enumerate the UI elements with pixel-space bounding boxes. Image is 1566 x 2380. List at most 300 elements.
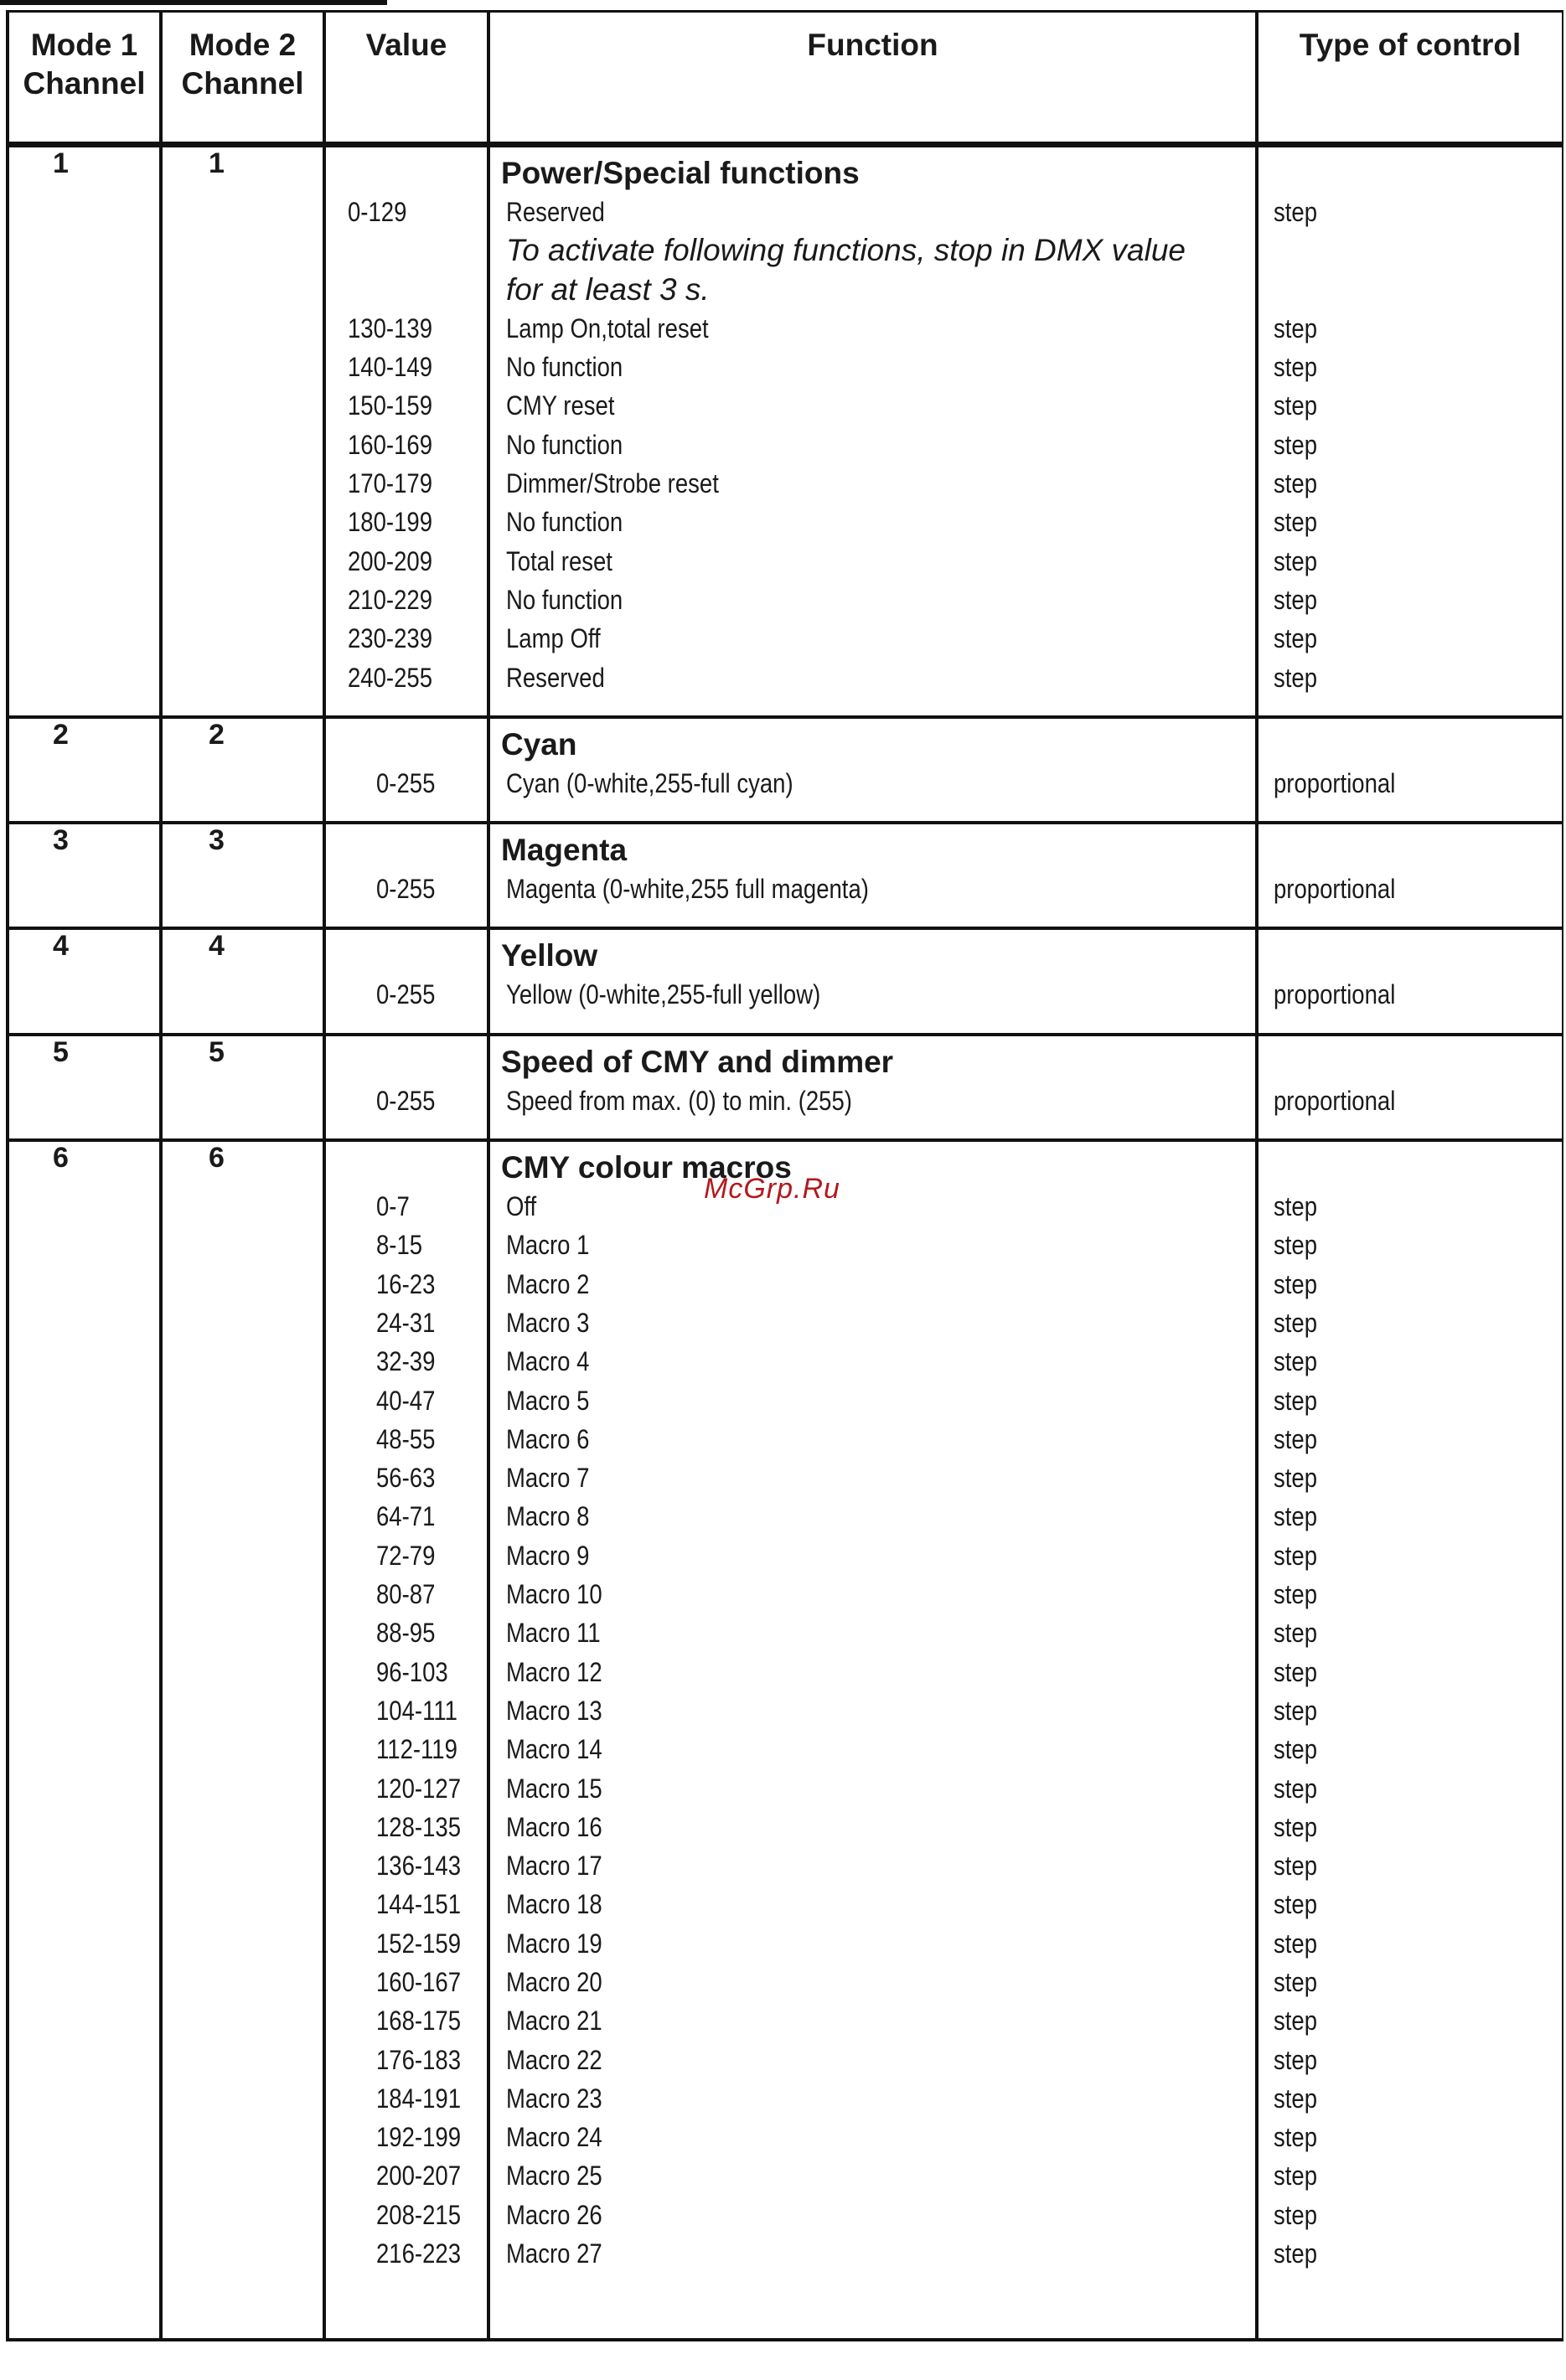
type-text: step: [1274, 1230, 1318, 1261]
type-text: step: [1274, 1346, 1318, 1377]
function-desc: [490, 1497, 1255, 1536]
value-text: 130-139: [348, 312, 432, 343]
value-text: 170-179: [348, 468, 432, 499]
type-text: step: [1274, 2006, 1318, 2037]
type-cell: [1257, 1140, 1563, 2340]
function-desc: [490, 1420, 1255, 1458]
function-text: Macro 12: [506, 1656, 602, 1687]
control-type: [1258, 1613, 1562, 1652]
channel-group: [8, 1140, 1563, 2340]
function-title: Yellow: [501, 938, 598, 973]
value-text: 160-169: [348, 429, 432, 460]
function-text: Total reset: [506, 545, 612, 576]
value-text: 80-87: [376, 1579, 436, 1610]
type-text: step: [1274, 468, 1318, 499]
header-mode2: Mode 2 Channel: [161, 12, 324, 145]
value-cell: [324, 1140, 488, 2340]
function-desc: [490, 1458, 1255, 1497]
control-type: [1258, 2001, 1562, 2040]
type-text: step: [1274, 1579, 1318, 1610]
mode2-channel: 6: [161, 1140, 324, 2340]
function-title: Speed of CMY and dimmer: [501, 1044, 894, 1079]
control-type: [1258, 1304, 1562, 1342]
type-text: step: [1274, 1695, 1318, 1726]
type-text: step: [1274, 1618, 1318, 1649]
channel-group: [8, 145, 1563, 717]
channel-group: [8, 717, 1563, 823]
channel-group: [8, 928, 1563, 1034]
type-text: step: [1274, 1773, 1318, 1804]
control-type: [1258, 1885, 1562, 1923]
mode2-channel: 1: [161, 145, 324, 717]
function-desc: [490, 2156, 1255, 2195]
value-cell: [324, 145, 488, 717]
function-title: Power/Special functions: [501, 156, 860, 190]
type-text: step: [1274, 1463, 1318, 1494]
type-text: proportional: [1274, 1085, 1396, 1116]
mode2-channel: 3: [161, 823, 324, 928]
type-text: step: [1274, 429, 1318, 460]
value-text: 0-255: [376, 767, 436, 798]
function-text: Macro 3: [506, 1307, 590, 1338]
control-type: [1258, 2118, 1562, 2156]
watermark: McGrp.Ru: [704, 1173, 840, 1205]
value-range: [326, 2118, 487, 2156]
function-text: Macro 18: [506, 1889, 602, 1920]
value-text: 128-135: [376, 1811, 461, 1842]
function-text: Yellow (0-white,255-full yellow): [506, 979, 821, 1010]
channel-group: [8, 823, 1563, 928]
value-text: 88-95: [376, 1618, 436, 1649]
type-text: step: [1274, 1928, 1318, 1959]
function-text: Reserved: [506, 197, 605, 227]
type-text: step: [1274, 545, 1318, 576]
value-text: 230-239: [348, 623, 432, 654]
value-range: [326, 1769, 487, 1808]
control-type: [1258, 870, 1562, 908]
function-text: Macro 25: [506, 2161, 602, 2192]
function-text: Macro 2: [506, 1268, 590, 1299]
function-desc: [490, 309, 1255, 348]
function-desc: [490, 1769, 1255, 1808]
function-text: Macro 1: [506, 1230, 590, 1261]
value-text: 72-79: [376, 1540, 436, 1571]
value-cell: [324, 823, 488, 928]
type-text: step: [1274, 2238, 1318, 2269]
function-desc: [490, 1691, 1255, 1730]
function-text: Lamp On,total reset: [506, 312, 709, 343]
control-type: [1258, 503, 1562, 541]
function-desc: [490, 658, 1255, 697]
function-desc: [490, 1730, 1255, 1768]
function-text: Macro 26: [506, 2199, 602, 2230]
control-type: [1258, 309, 1562, 348]
header-type: Type of control: [1257, 12, 1563, 145]
control-type: [1258, 1265, 1562, 1304]
value-range: [326, 619, 487, 658]
type-text: step: [1274, 312, 1318, 343]
function-text: Macro 20: [506, 1966, 602, 1997]
function-title: CMY colour macros: [501, 1150, 792, 1185]
control-type: [1258, 1187, 1562, 1226]
value-text: 180-199: [348, 507, 432, 538]
function-text: Macro 8: [506, 1501, 590, 1532]
type-text: step: [1274, 584, 1318, 615]
function-text: Lamp Off: [506, 623, 601, 654]
control-type: [1258, 386, 1562, 425]
type-text: step: [1274, 2044, 1318, 2075]
value-text: 192-199: [376, 2122, 461, 2153]
value-text: 56-63: [376, 1463, 436, 1494]
value-range: [326, 658, 487, 697]
control-type: [1258, 1846, 1562, 1885]
function-desc: [490, 1536, 1255, 1575]
type-text: step: [1274, 662, 1318, 693]
control-type: [1258, 658, 1562, 697]
function-desc: [490, 1575, 1255, 1613]
function-desc: [490, 1304, 1255, 1342]
function-text: Macro 15: [506, 1773, 602, 1804]
value-text: 152-159: [376, 1928, 461, 1959]
value-text: 64-71: [376, 1501, 436, 1532]
value-range: [326, 1924, 487, 1963]
value-text: 240-255: [348, 662, 432, 693]
type-text: step: [1274, 390, 1318, 421]
function-desc: [490, 2041, 1255, 2079]
control-type: [1258, 1226, 1562, 1264]
function-desc: [490, 1924, 1255, 1963]
header-function: Function: [488, 12, 1257, 145]
value-range: [326, 870, 487, 908]
function-desc: [490, 386, 1255, 425]
type-cell: [1257, 823, 1563, 928]
function-text: CMY reset: [506, 390, 615, 421]
value-range: [326, 1885, 487, 1923]
function-desc: [490, 1963, 1255, 2001]
value-text: 120-127: [376, 1773, 461, 1804]
value-text: 0-255: [376, 1085, 436, 1116]
type-text: step: [1274, 1851, 1318, 1882]
value-text: 208-215: [376, 2199, 461, 2230]
control-type: [1258, 1924, 1562, 1963]
type-cell: [1257, 928, 1563, 1034]
mode2-channel: 4: [161, 928, 324, 1034]
value-range: [326, 1342, 487, 1381]
function-desc: [490, 581, 1255, 619]
value-range: [326, 581, 487, 619]
type-text: step: [1274, 1811, 1318, 1842]
function-desc: [490, 193, 1255, 231]
mode2-channel: 5: [161, 1035, 324, 1140]
value-range: [326, 1304, 487, 1342]
value-range: [326, 1497, 487, 1536]
function-desc: [490, 619, 1255, 658]
value-text: 200-209: [348, 545, 432, 576]
type-text: proportional: [1274, 874, 1396, 905]
control-type: [1258, 426, 1562, 464]
header-mode1: Mode 1 Channel: [8, 12, 161, 145]
function-desc: [490, 348, 1255, 386]
function-desc: [490, 464, 1255, 503]
value-range: [326, 1536, 487, 1575]
function-desc: [490, 2196, 1255, 2234]
type-cell: [1257, 145, 1563, 717]
value-cell: [324, 1035, 488, 1140]
value-range: [326, 1691, 487, 1730]
control-type: [1258, 1691, 1562, 1730]
function-desc: [490, 1885, 1255, 1923]
control-type: [1258, 2079, 1562, 2118]
value-range: [326, 426, 487, 464]
function-desc: [490, 1846, 1255, 1885]
mode1-channel: 2: [8, 717, 161, 823]
function-cell: [488, 928, 1257, 1034]
function-cell: [488, 1140, 1257, 2340]
function-desc: [490, 2234, 1255, 2273]
function-text: Magenta (0-white,255 full magenta): [506, 874, 869, 905]
mode1-channel: 1: [8, 145, 161, 717]
control-type: [1258, 1653, 1562, 1691]
value-text: 176-183: [376, 2044, 461, 2075]
value-range: [326, 2079, 487, 2118]
value-text: 96-103: [376, 1656, 448, 1687]
function-desc: [490, 1082, 1255, 1120]
function-desc: [490, 2118, 1255, 2156]
value-range: [326, 2234, 487, 2273]
control-type: [1258, 2156, 1562, 2195]
function-text: Macro 9: [506, 1540, 590, 1571]
function-desc: [490, 1808, 1255, 1846]
function-desc: [490, 975, 1255, 1014]
type-text: step: [1274, 1966, 1318, 1997]
mode1-channel: 3: [8, 823, 161, 928]
type-text: step: [1274, 1385, 1318, 1416]
function-title: Cyan: [501, 726, 577, 761]
function-cell: [488, 717, 1257, 823]
function-text: Macro 22: [506, 2044, 602, 2075]
type-text: step: [1274, 2122, 1318, 2153]
value-text: 0-129: [348, 197, 407, 227]
function-desc: [490, 1613, 1255, 1652]
value-text: 184-191: [376, 2083, 461, 2114]
type-text: step: [1274, 623, 1318, 654]
type-text: step: [1274, 1191, 1318, 1222]
function-text: Off: [506, 1191, 537, 1222]
function-cell: [488, 823, 1257, 928]
function-desc: [490, 2079, 1255, 2118]
function-text: Macro 23: [506, 2083, 602, 2114]
control-type: [1258, 2234, 1562, 2273]
value-range: [326, 1226, 487, 1264]
type-text: step: [1274, 352, 1318, 383]
function-text: Macro 10: [506, 1579, 602, 1610]
value-range: [326, 1420, 487, 1458]
value-range: [326, 1846, 487, 1885]
control-type: [1258, 1458, 1562, 1497]
value-range: [326, 1730, 487, 1768]
value-text: 216-223: [376, 2238, 461, 2269]
type-cell: [1257, 717, 1563, 823]
value-range: [326, 1265, 487, 1304]
control-type: [1258, 975, 1562, 1014]
value-range: [326, 1653, 487, 1691]
value-text: 140-149: [348, 352, 432, 383]
function-text: Macro 17: [506, 1851, 602, 1882]
value-range: [326, 2156, 487, 2195]
value-text: 24-31: [376, 1307, 436, 1338]
type-cell: [1257, 1035, 1563, 1140]
value-text: 0-7: [376, 1191, 410, 1222]
type-text: step: [1274, 197, 1318, 227]
control-type: [1258, 1420, 1562, 1458]
function-desc: [490, 1342, 1255, 1381]
function-text: Cyan (0-white,255-full cyan): [506, 767, 793, 798]
control-type: [1258, 1769, 1562, 1808]
control-type: [1258, 764, 1562, 803]
value-text: 104-111: [376, 1695, 457, 1726]
mode1-channel: 4: [8, 928, 161, 1034]
function-text: Macro 19: [506, 1928, 602, 1959]
value-text: 16-23: [376, 1268, 436, 1299]
value-cell: [324, 928, 488, 1034]
value-range: [326, 1381, 487, 1420]
control-type: [1258, 193, 1562, 231]
value-text: 40-47: [376, 1385, 436, 1416]
value-range: [326, 1808, 487, 1846]
function-desc: [490, 2001, 1255, 2040]
type-text: proportional: [1274, 979, 1396, 1010]
mode2-channel: 2: [161, 717, 324, 823]
value-text: 150-159: [348, 390, 432, 421]
function-cell: [488, 1035, 1257, 1140]
control-type: [1258, 1963, 1562, 2001]
function-text: Dimmer/Strobe reset: [506, 468, 719, 499]
value-range: [326, 503, 487, 541]
control-type: [1258, 1536, 1562, 1575]
value-text: 32-39: [376, 1346, 436, 1377]
control-type: [1258, 581, 1562, 619]
function-text: Macro 5: [506, 1385, 590, 1416]
header-value: Value: [324, 12, 488, 145]
function-text: No function: [506, 584, 623, 615]
type-text: step: [1274, 2199, 1318, 2230]
type-text: step: [1274, 1734, 1318, 1765]
mode1-channel: 6: [8, 1140, 161, 2340]
control-type: [1258, 1082, 1562, 1120]
value-range: [326, 1613, 487, 1652]
function-text: Macro 11: [506, 1618, 601, 1649]
top-rule: [0, 0, 387, 5]
value-range: [326, 1458, 487, 1497]
function-text: No function: [506, 352, 623, 383]
mode1-channel: 5: [8, 1035, 161, 1140]
type-text: step: [1274, 1656, 1318, 1687]
value-text: 112-119: [376, 1734, 457, 1765]
control-type: [1258, 2196, 1562, 2234]
header-row: [8, 12, 1563, 145]
control-type: [1258, 348, 1562, 386]
value-text: 8-15: [376, 1230, 423, 1261]
value-text: 0-255: [376, 874, 436, 905]
control-type: [1258, 619, 1562, 658]
function-text: No function: [506, 507, 623, 538]
type-text: proportional: [1274, 767, 1396, 798]
value-range: [326, 2196, 487, 2234]
control-type: [1258, 464, 1562, 503]
value-text: 200-207: [376, 2161, 461, 2192]
value-range: [326, 348, 487, 386]
value-text: 210-229: [348, 584, 432, 615]
type-text: step: [1274, 1307, 1318, 1338]
value-range: [326, 2001, 487, 2040]
control-type: [1258, 1808, 1562, 1846]
value-text: 136-143: [376, 1851, 461, 1882]
value-range: [326, 542, 487, 581]
function-text: Macro 6: [506, 1423, 590, 1454]
channel-group: [8, 1035, 1563, 1140]
value-range: [326, 1082, 487, 1120]
type-text: step: [1274, 2083, 1318, 2114]
function-text: Reserved: [506, 662, 605, 693]
value-range: [326, 1575, 487, 1613]
function-text: Speed from max. (0) to min. (255): [506, 1085, 852, 1116]
function-text: Macro 16: [506, 1811, 602, 1842]
type-text: step: [1274, 2161, 1318, 2192]
value-range: [326, 309, 487, 348]
function-text: No function: [506, 429, 623, 460]
type-text: step: [1274, 1268, 1318, 1299]
function-desc: [490, 870, 1255, 908]
value-range: [326, 975, 487, 1014]
function-note: To activate following functions, stop in DMX value for at least 3 s.: [506, 233, 1186, 307]
function-desc: [490, 1187, 1255, 1226]
function-cell: [488, 145, 1257, 717]
value-cell: [324, 717, 488, 823]
function-desc: [490, 503, 1255, 541]
value-text: 0-255: [376, 979, 436, 1010]
function-title: Magenta: [501, 833, 628, 868]
value-text: 160-167: [376, 1966, 461, 1997]
value-range: [326, 386, 487, 425]
type-text: step: [1274, 1501, 1318, 1532]
control-type: [1258, 1381, 1562, 1420]
control-type: [1258, 1497, 1562, 1536]
type-text: step: [1274, 507, 1318, 538]
value-range: [326, 2041, 487, 2079]
value-text: 144-151: [376, 1889, 461, 1920]
value-range: [326, 1963, 487, 2001]
type-text: step: [1274, 1889, 1318, 1920]
function-text: Macro 21: [506, 2006, 602, 2037]
value-range: [326, 464, 487, 503]
value-range: [326, 193, 487, 231]
type-text: step: [1274, 1540, 1318, 1571]
function-desc: [490, 1381, 1255, 1420]
function-text: Macro 13: [506, 1695, 602, 1726]
type-text: step: [1274, 1423, 1318, 1454]
value-text: 168-175: [376, 2006, 461, 2037]
function-desc: [490, 542, 1255, 581]
control-type: [1258, 1342, 1562, 1381]
value-range: [326, 764, 487, 803]
function-text: Macro 27: [506, 2238, 602, 2269]
value-range: [326, 1187, 487, 1226]
function-desc: [490, 1653, 1255, 1691]
function-desc: [490, 764, 1255, 803]
function-text: Macro 14: [506, 1734, 602, 1765]
function-desc: [490, 426, 1255, 464]
control-type: [1258, 1730, 1562, 1768]
